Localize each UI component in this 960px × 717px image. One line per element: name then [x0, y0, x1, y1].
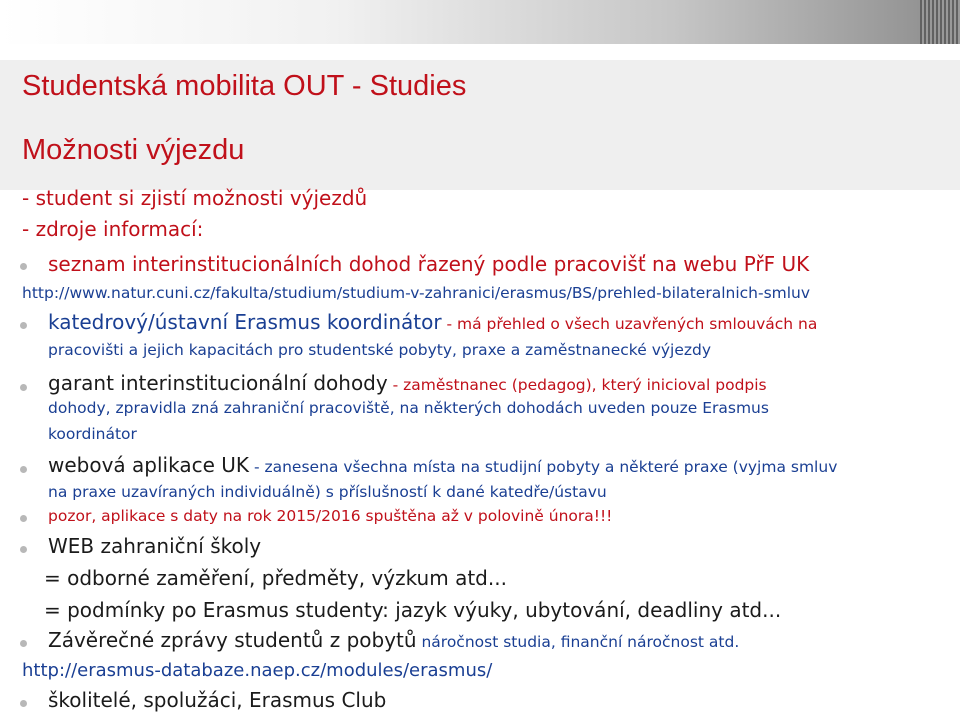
garant-item: [48, 371, 767, 395]
corner-stripes: [920, 0, 960, 44]
zpravy-item: [48, 628, 739, 652]
slide-title: Studentská mobilita OUT - Studies: [22, 70, 467, 102]
webapp-desc-1: - zanesena všechna místa na studijní pobyty a některé praxe (vyjma smluv: [249, 458, 838, 476]
bullet-dot: [20, 546, 27, 553]
seznam-url-link[interactable]: http://www.natur.cuni.cz/fakulta/studium/studium-v-zahranici/erasmus/BS/prehled-bilateralnich-smluv: [22, 284, 811, 302]
bullet-dot: [20, 466, 27, 473]
seznam-text: seznam interinstitucionálních dohod řazený podle pracovišť na webu PřF UK: [48, 252, 810, 276]
top-decoration-bar: [0, 0, 960, 44]
bullet-dot: [20, 700, 27, 707]
garant-head: garant interinstitucionální dohody: [48, 371, 388, 395]
intro-line-2: - zdroje informací:: [22, 217, 204, 241]
pozor-warning: pozor, aplikace s daty na rok 2015/2016 spuštěna až v polovině února!!!: [48, 507, 613, 525]
zpravy-url-link[interactable]: http://erasmus-databaze.naep.cz/modules/erasmus/: [22, 660, 493, 681]
zpravy-desc: náročnost studia, finanční náročnost atd.: [416, 633, 740, 651]
web-head: WEB zahraniční školy: [48, 534, 262, 558]
web-line-2: = podmínky po Erasmus studenty: jazyk výuky, ubytování, deadliny atd...: [44, 598, 782, 622]
webapp-head: webová aplikace UK: [48, 453, 250, 477]
webapp-desc-2: na praxe uzavíraných individuálně) s příslušností k dané katedře/ústavu: [48, 483, 607, 501]
bullet-dot: [20, 640, 27, 647]
bullet-dot: [20, 263, 27, 270]
intro-line-1: - student si zjistí možnosti výjezdů: [22, 186, 368, 210]
koordinator-desc-2: pracovišti a jejich kapacitách pro studentské pobyty, praxe a zaměstnanecké výjezdy: [48, 341, 712, 359]
skolitele-text: školitelé, spolužáci, Erasmus Club: [48, 688, 387, 712]
garant-desc-3: koordinátor: [48, 425, 137, 443]
garant-desc-1: - zaměstnanec (pedagog), který inicioval podpis: [387, 376, 767, 394]
web-line-1: = odborné zaměření, předměty, výzkum atd...: [44, 566, 507, 590]
koordinator-head: katedrový/ústavní Erasmus koordinátor: [48, 310, 442, 334]
bullet-dot: [20, 515, 27, 522]
webapp-item: [48, 453, 837, 477]
koordinator-desc-1: - má přehled o všech uzavřených smlouvách na: [441, 315, 818, 333]
bullet-dot: [20, 322, 27, 329]
koordinator-item: [48, 310, 817, 334]
bullet-dot: [20, 384, 27, 391]
garant-desc-2: dohody, zpravidla zná zahraniční pracoviště, na některých dohodách uveden pouze Erasmus: [48, 399, 769, 417]
zpravy-head: Závěrečné zprávy studentů z pobytů: [48, 628, 417, 652]
slide-subtitle: Možnosti výjezdu: [22, 134, 245, 166]
